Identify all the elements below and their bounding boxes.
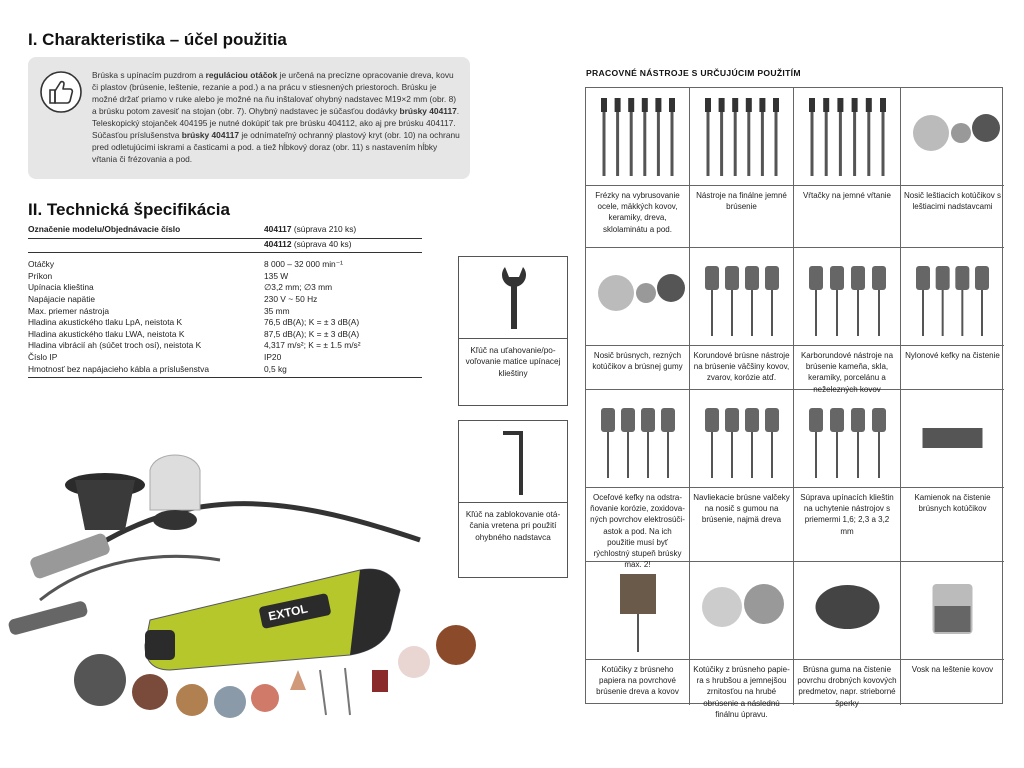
- tool-cell-label: Nylonové kefky na čistenie: [905, 351, 1000, 360]
- tool-cell: [690, 562, 794, 719]
- product-brand: EXTOL: [267, 601, 309, 624]
- milling-bits-icon: [586, 88, 689, 186]
- tool-cell-label: Kotúčiky z brúsneho papiera na povrchové brúsenie dreva a kovov: [596, 665, 679, 697]
- tool-cell-label: Vosk na leštenie kovov: [911, 665, 994, 674]
- tool-cell-label: Nosič leštiacich kotúčikov s leštiacimi nadstavcami: [904, 191, 1001, 212]
- thumbs-up-icon: [40, 71, 82, 113]
- wrench-icon: [459, 257, 567, 339]
- tool-cell: [901, 562, 1004, 705]
- hex-key-label: Kľúč na zablokovanie otáčania vretena pri použití ohybného nadstavca: [465, 510, 561, 542]
- tool-cell-label: Nosič brúsnych, rezných kotúčikov a brúsnej gumy: [592, 351, 683, 372]
- table-row: Hmotnosť bez napájacieho kábla a príslušenstva 0,5 kg: [28, 364, 422, 378]
- tool-cell: [690, 88, 794, 248]
- tool-cell: [901, 248, 1004, 390]
- tool-cell-label: Karborundové nástroje na brúsenie kameňa, skla, keramiky, porcelánu a neželezných kovov: [800, 351, 894, 394]
- table-row: Upínacia klieština ∅3,2 mm; ∅3 mm: [28, 282, 333, 293]
- tool-cell-label: Vŕtačky na jemné vŕtanie: [802, 191, 892, 200]
- section1-title: I. Charakteristika – účel použitia: [28, 30, 287, 49]
- sanding-discs-icon: [690, 562, 793, 660]
- table-row: Príkon 135 W: [28, 270, 289, 281]
- spec-table: [28, 224, 422, 378]
- tool-cell-label: Nástroje na finálne jemné brúsenie: [696, 191, 787, 212]
- tool-cell: [690, 390, 794, 562]
- table-row: Napájacie napätie 230 V ~ 50 Hz: [28, 293, 318, 304]
- table-row: Číslo IP IP20: [28, 351, 282, 362]
- steel-brushes-icon: [586, 390, 689, 488]
- polishing-wax-icon: [901, 562, 1004, 660]
- carborundum-stones-icon: [794, 248, 900, 346]
- collets-icon: [794, 390, 900, 488]
- section2-title: II. Technická špecifikácia: [28, 200, 230, 219]
- tool-cell-label: Súprava upínacích klieštin na uchytenie nástrojov s priemermi 1,6; 2,3 a 3,2 mm: [800, 493, 894, 536]
- tool-cell: [794, 390, 901, 562]
- table-row: Hladina akustického tlaku LpA, neistota K 76,5 dB(A); K = ± 3 dB(A): [28, 317, 360, 328]
- nylon-brushes-icon: [901, 248, 1004, 346]
- cleaning-stone-icon: [901, 390, 1004, 488]
- tool-cell: [586, 248, 690, 390]
- tool-cell: [794, 248, 901, 394]
- cutting-discs-icon: [586, 248, 689, 346]
- tool-cell: [901, 390, 1004, 562]
- tool-cell: [794, 562, 901, 708]
- corundum-stones-icon: [690, 248, 793, 346]
- tool-cell-label: Brúsna guma na čistenie povrchu drobných kovových predmetov, napr. strieborné šperky: [797, 665, 897, 708]
- flap-wheel-icon: [586, 562, 689, 660]
- rubber-wheel-icon: [794, 562, 900, 660]
- intro-panel: [28, 57, 470, 179]
- table-row: Hladina akustického tlaku LWA, neistota K 87,5 dB(A); K = ± 3 dB(A): [28, 328, 360, 339]
- wrench-key-box: [458, 256, 568, 406]
- drill-bits-icon: [794, 88, 900, 186]
- tool-cell: [586, 390, 690, 570]
- polishing-mandrel-icon: [901, 88, 1004, 186]
- wrench-key-label: Kľúč na uťahovanie/povoľovanie matice upínacej klieštiny: [465, 346, 561, 378]
- tool-cell: [690, 248, 794, 390]
- tool-cell-label: Kotúčiky z brúsneho papiera s hrubšou a jemnejšou zrnitosťou na hrubé obrúsenie a následnú finálnu úpravu.: [693, 665, 790, 719]
- tool-cell-label: Korundové brúsne nástroje na brúsenie väčšiny kovov, zvarov, korózie atď.: [693, 351, 790, 383]
- tools-grid: [585, 87, 1003, 719]
- table-row: Hladina vibrácií ah (súčet troch osí), neistota K 4,317 m/s²; K = ± 1.5 m/s²: [28, 340, 361, 351]
- intro-text: Brúska s upínacím puzdrom a reguláciou otáčok je určená na precízne opracovanie dreva, kovu či plastov (brúsenie, leštenie, rezanie a pod.) a na prácu v stiesnených priestoroch. Brúsku je možné držať priamo v ruke alebo je možné na ňu inštalovať ohybný nadstavec M19×2 mm (obr. 8) a brúsku potom zavesiť na stojan (obr. 7). Ohybný nadstavec je súčasťou dodávky brúsky 404117. Teleskopický stojanček 404195 je nutné dokúpiť tak pre brúsku 404112, ako aj pre brúsku 404117. Súčasťou príslušenstva brúsky 404117 je odnímateľný ochranný plastový kryt (obr. 10) na ochranu pred odletujúcimi iskrami a časticami a pod. a tiež hĺbkový doraz (obr. 11) s nastavením hĺbky vŕtania či frézovania a pod.: [92, 70, 460, 164]
- table-row: Otáčky 8 000 – 32 000 min⁻¹: [28, 253, 422, 271]
- table-row: Max. priemer nástroja 35 mm: [28, 305, 290, 316]
- tool-cell-label: Kamienok na čistenie brúsnych kotúčikov: [914, 493, 991, 514]
- tool-cell: [586, 88, 690, 248]
- tool-cell-label: Frézky na vybrusovanie ocele, mäkkých kovov, keramiky, dreva, sklolaminátu a pod.: [595, 191, 680, 234]
- tool-cell: [794, 88, 901, 248]
- sanding-drums-icon: [690, 390, 793, 488]
- tool-cell-label: Navliekacie brúsne valčeky na nosič s gumou na brúsenie, najmä dreva: [693, 493, 790, 525]
- tool-cell: [586, 562, 690, 705]
- spec-model-1: 404117 (súprava 210 ks): [264, 224, 422, 238]
- tool-cell: [901, 88, 1004, 248]
- product-photo: [0, 440, 480, 768]
- fine-grinding-bits-icon: [690, 88, 793, 186]
- tools-table-title: PRACOVNÉ NÁSTROJE S URČUJÚCIM POUŽITÍM: [586, 68, 801, 78]
- spec-model-2: 404112 (súprava 40 ks): [264, 238, 352, 249]
- spec-header-label: Označenie modelu/Objednávacie číslo: [28, 224, 264, 238]
- tool-cell-label: Oceľové kefky na odstraňovanie korózie, zoxidovaných povrchov elektrosúčiastok a pod. Na ich použitie musí byť rýchlostný stupeň brúsky max. 2!: [590, 493, 685, 570]
